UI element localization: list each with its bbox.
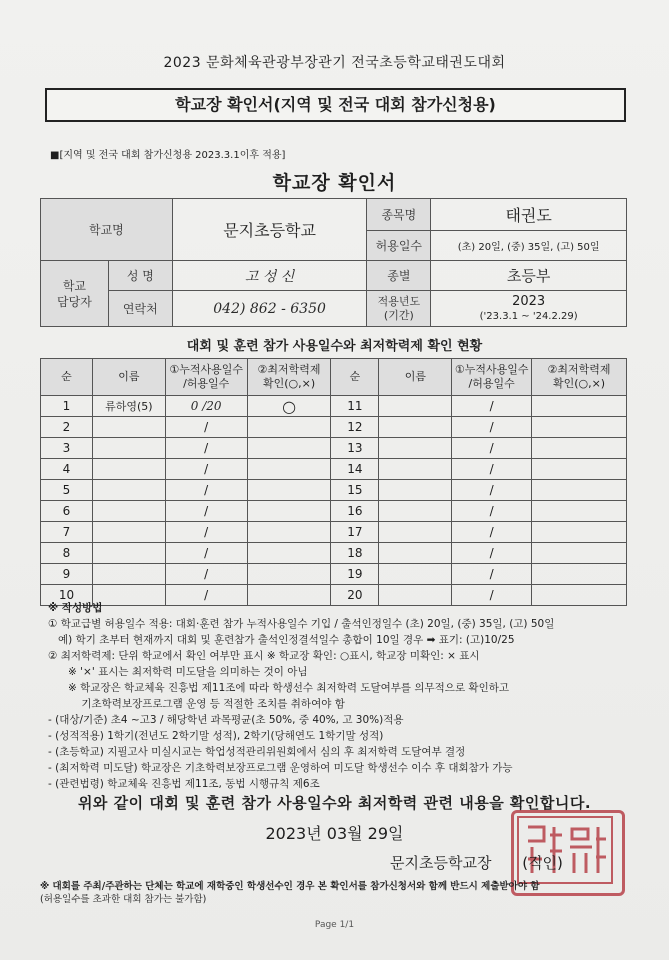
athlete-name (92, 459, 165, 480)
event-value: 태권도 (431, 199, 627, 231)
col-days-right: ①누적사용일수 /허용일수 (452, 359, 532, 396)
min-check (532, 522, 627, 543)
min-check (532, 438, 627, 459)
row-no: 6 (41, 501, 93, 522)
manager-name: 고 성 신 (172, 261, 367, 291)
table-row (41, 438, 627, 459)
division-value: 초등부 (431, 261, 627, 291)
days-value: / (452, 438, 532, 459)
footer-note (40, 880, 640, 906)
days-value: / (165, 564, 247, 585)
days-value: / (165, 459, 247, 480)
seal-pattern (514, 813, 616, 887)
athlete-name (92, 543, 165, 564)
table-row (41, 480, 627, 501)
days-value: / (452, 543, 532, 564)
athlete-name (92, 564, 165, 585)
min-check (532, 417, 627, 438)
row-no: 3 (41, 438, 93, 459)
row-no: 18 (331, 543, 379, 564)
days-value: / (452, 396, 532, 417)
instruction-line: 기초학력보장프로그램 운영 등 적절한 조치를 취하여야 함 (48, 698, 345, 710)
table-row (41, 417, 627, 438)
min-check (532, 396, 627, 417)
competition-title: 2023 문화체육관광부장관기 전국초등학교태권도대회 (163, 55, 506, 71)
athlete-name (379, 543, 452, 564)
row-no: 19 (331, 564, 379, 585)
min-check (247, 417, 331, 438)
days-value: / (452, 585, 532, 606)
footer-note-line2: (허용일수를 초과한 대회 참가는 불가함) (40, 894, 207, 905)
athlete-name (92, 438, 165, 459)
instructions (48, 600, 638, 792)
row-no: 2 (41, 417, 93, 438)
row-no: 15 (331, 480, 379, 501)
col-min-right: ②최저학력제 확인(○,×) (532, 359, 627, 396)
instruction-line: ※ 학교장은 학교체육 진흥법 제11조에 따라 학생선수 최저학력 도달여부를 의무적으로 확인하고 (48, 682, 509, 694)
row-no: 10 (41, 585, 93, 606)
min-check: ○ (247, 396, 331, 417)
min-check (247, 480, 331, 501)
days-value: / (452, 459, 532, 480)
row-no: 12 (331, 417, 379, 438)
min-check (532, 501, 627, 522)
page-number: Page 1/1 (314, 920, 355, 930)
athlete-name (379, 501, 452, 522)
period-value: ('23.3.1 ~ '24.2.29) (479, 310, 578, 322)
athlete-name (379, 438, 452, 459)
table-row (41, 459, 627, 480)
table-row (41, 543, 627, 564)
contact-label: 연락처 (108, 291, 172, 327)
athlete-name (92, 417, 165, 438)
participation-heading: 대회 및 훈련 참가 사용일수와 최저학력제 확인 현황 (186, 339, 483, 354)
days-value: / (165, 501, 247, 522)
row-no: 14 (331, 459, 379, 480)
row-no: 20 (331, 585, 379, 606)
row-no: 13 (331, 438, 379, 459)
col-no: 순 (41, 359, 93, 396)
days-value: / (165, 417, 247, 438)
min-check (532, 543, 627, 564)
name-label: 성 명 (108, 261, 172, 291)
row-no: 9 (41, 564, 93, 585)
days-value: / (452, 564, 532, 585)
year-label: 적용년도 (기간) (367, 291, 431, 327)
athlete-name (379, 417, 452, 438)
instruction-line: ② 최저학력제: 단위 학교에서 확인 여부만 표시 ※ 학교장 확인: ○표시, 학교장 미확인: × 표시 (48, 650, 480, 662)
athlete-name: 류하영(5) (92, 396, 165, 417)
table-row (41, 522, 627, 543)
row-no: 7 (41, 522, 93, 543)
min-check (247, 543, 331, 564)
col-min: ②최저학력제 확인(○,×) (247, 359, 331, 396)
days-value: / (165, 543, 247, 564)
school-info-table (40, 198, 627, 327)
days-value: / (452, 417, 532, 438)
days-value: / (165, 480, 247, 501)
min-check (247, 459, 331, 480)
participation-body (41, 359, 627, 606)
confirmation-statement: 위와 같이 대회 및 훈련 참가 사용일수와 최저학력 관련 내용을 확인합니다. (77, 794, 592, 812)
footer-note-line1: ※ 대회를 주최/주관하는 단체는 학교에 재학중인 학생선수인 경우 본 확인서를 참가신청서와 함께 반드시 제출받아야 함 (40, 881, 540, 892)
main-title: 학교장 확인서 (272, 172, 397, 194)
seal-placeholder: (직인) (522, 854, 563, 872)
signatory (390, 852, 563, 873)
allowed-days-value: (초) 20일, (중) 35일, (고) 50일 (431, 231, 627, 261)
applicability-note: ■[지역 및 전국 대회 참가신청용 2023.3.1이후 적용] (50, 150, 286, 161)
instruction-line: ※ 작성방법 (48, 602, 103, 614)
days-value: / (165, 438, 247, 459)
row-no: 4 (41, 459, 93, 480)
days-value: / (165, 522, 247, 543)
manager-label: 학교 담당자 (41, 261, 109, 327)
athlete-name (379, 564, 452, 585)
min-check (247, 438, 331, 459)
confirmation-date: 2023년 03월 29일 (265, 824, 404, 843)
min-check (532, 459, 627, 480)
table-row (41, 396, 627, 417)
days-value: 0 /20 (165, 396, 247, 417)
days-value: / (165, 585, 247, 606)
athlete-name (92, 480, 165, 501)
row-no: 5 (41, 480, 93, 501)
table-row (41, 564, 627, 585)
instruction-line: ※ '×' 표시는 최저학력 미도달을 의미하는 것이 아님 (48, 666, 308, 678)
principal-title: 문지초등학교장 (390, 854, 492, 872)
instruction-line: 예) 학기 초부터 현재까지 대회 및 훈련참가 출석인정결석일수 총합이 10일 경우 ➡ 표기: (고)10/25 (48, 634, 515, 646)
school-label: 학교명 (41, 199, 173, 261)
col-days: ①누적사용일수 /허용일수 (165, 359, 247, 396)
row-no: 1 (41, 396, 93, 417)
instruction-line: - (초등학교) 지필고사 미실시교는 학업성적관리위원회에서 심의 후 최저학력 도달여부 결정 (48, 746, 466, 758)
min-check (247, 522, 331, 543)
row-no: 17 (331, 522, 379, 543)
min-check (247, 501, 331, 522)
participation-table (40, 358, 627, 606)
year-cell (431, 291, 627, 327)
days-value: / (452, 501, 532, 522)
athlete-name (379, 459, 452, 480)
document-banner: 학교장 확인서(지역 및 전국 대회 참가신청용) (45, 88, 626, 122)
instruction-line: - (최저학력 미도달) 학교장은 기초학력보장프로그램 운영하여 미도달 학생선수 이수 후 대회참가 가능 (48, 762, 513, 774)
athlete-name (92, 522, 165, 543)
days-value: / (452, 480, 532, 501)
instruction-line: - (성적적용) 1학기(전년도 2학기말 성적), 2학기(당해연도 1학기말 성적) (48, 730, 384, 742)
athlete-name (379, 396, 452, 417)
col-no-right: 순 (331, 359, 379, 396)
athlete-name (379, 522, 452, 543)
instruction-line: - (관련법령) 학교체육 진흥법 제11조, 동법 시행규칙 제6조 (48, 778, 320, 790)
school-value: 문지초등학교 (172, 199, 367, 261)
min-check (532, 480, 627, 501)
row-no: 16 (331, 501, 379, 522)
instruction-line: - (대상/기준) 초4 ~고3 / 해당학년 과목평균(초 50%, 중 40%, 고 30%)적용 (48, 714, 404, 726)
min-check (532, 564, 627, 585)
contact-value: 042) 862 - 6350 (172, 291, 367, 327)
instruction-line: ① 학교급별 허용일수 적용: 대회·훈련 참가 누적사용일수 기입 / 출석인정일수 (초) 20일, (중) 35일, (고) 50일 (48, 618, 555, 630)
athlete-name (92, 501, 165, 522)
table-row (41, 501, 627, 522)
allowed-days-label: 허용일수 (367, 231, 431, 261)
event-label: 종목명 (367, 199, 431, 231)
days-value: / (452, 522, 532, 543)
row-no: 8 (41, 543, 93, 564)
col-name-right: 이름 (379, 359, 452, 396)
row-no: 11 (331, 396, 379, 417)
athlete-name (379, 480, 452, 501)
year-value: 2023 (512, 293, 546, 309)
division-label: 종별 (367, 261, 431, 291)
col-name: 이름 (92, 359, 165, 396)
min-check (247, 564, 331, 585)
